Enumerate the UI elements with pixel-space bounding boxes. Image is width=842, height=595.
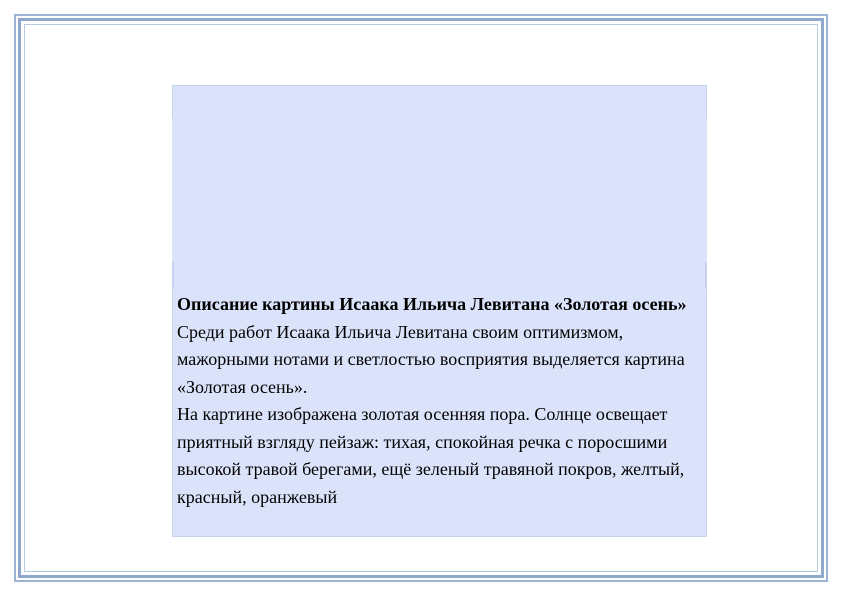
paragraph-2: На картине изображена золотая осенняя пора. Солнце освещает приятный взгляду пейзаж: тихая, спокойная речка с поросшими высокой травой берегами, ещё зеленый травяной покров, желтый, красный, оранжевый [177,404,685,507]
text-box-top-strip [172,85,707,118]
document-title: Описание картины Исаака Ильича Левитана «Золотая осень» [177,294,687,314]
text-box-left-edge [172,262,174,288]
text-box-right-edge [705,262,707,288]
paragraph-1: Среди работ Исаака Ильича Левитана своим оптимизмом, мажорными нотами и светлостью восприятия выделяется картина «Золотая осень». [177,321,685,397]
text-content[interactable] [177,291,705,511]
